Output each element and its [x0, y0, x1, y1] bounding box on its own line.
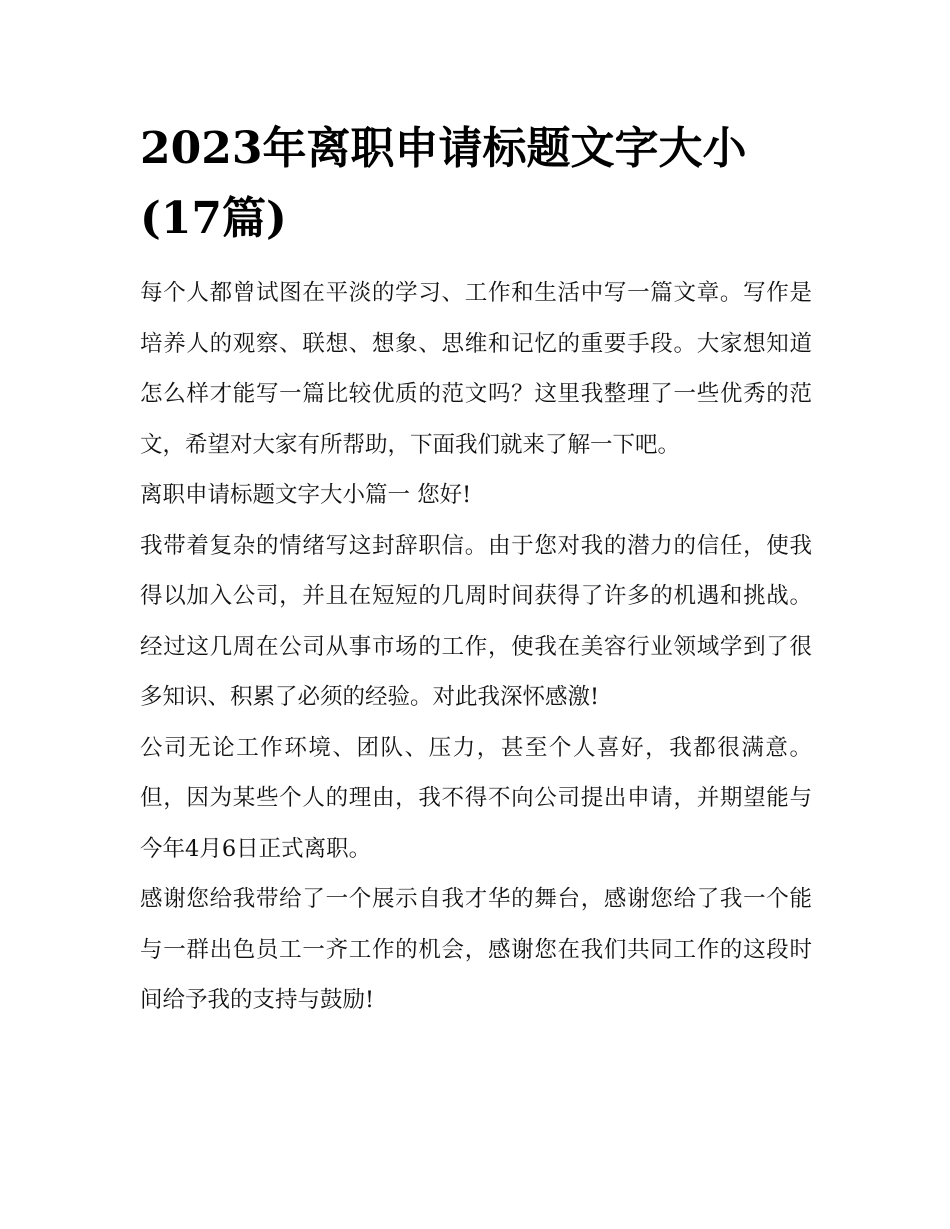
- body-paragraph: 感谢您给我带给了一个展示自我才华的舞台，感谢您给了我一个能与一群出色员工一齐工作的机会，感谢您在我们共同工作的这段时间给予我的支持与鼓励!: [140, 886, 812, 1013]
- section-heading-paragraph: 离职申请标题文字大小篇一 您好!: [140, 482, 472, 508]
- body-paragraph: 我带着复杂的情绪写这封辞职信。由于您对我的潜力的信任，使我得以加入公司，并且在短短的几周时间获得了许多的机遇和挑战。经过这几周在公司从事市场的工作，使我在美容行业领域学到了很多知识、积累了必须的经验。对此我深怀感激!: [140, 532, 812, 710]
- body-paragraph: 公司无论工作环境、团队、压力，甚至个人喜好，我都很满意。但，因为某些个人的理由，我不得不向公司提出申请，并期望能与今年4月6日正式离职。: [140, 734, 812, 862]
- document-body: [140, 114, 812, 1026]
- intro-paragraph: 每个人都曾试图在平淡的学习、工作和生活中写一篇文章。写作是培养人的观察、联想、想象、思维和记忆的重要手段。大家想知道怎么样才能写一篇比较优质的范文吗？这里我整理了一些优秀的范文，希望对大家有所帮助，下面我们就来了解一下吧。: [140, 280, 812, 458]
- document-title: 2023年离职申请标题文字大小(17篇): [140, 123, 747, 244]
